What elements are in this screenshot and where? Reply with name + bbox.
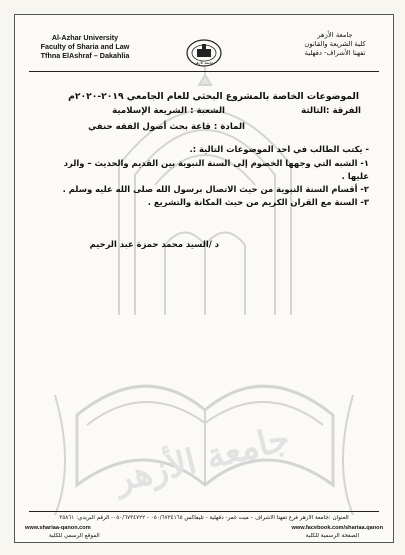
signature: د /السيد محمد حمزة عبد الرحيم	[89, 239, 219, 249]
subject-label: المادة : قاعة بحث أصول الفقه حنفي	[88, 122, 245, 132]
university-name-en: Al-Azhar University	[51, 33, 119, 42]
document-title: الموضوعات الخاصة بالمشروع البحثي للعام الجامعي ٢٠١٩-٢٠٢٠م	[68, 91, 359, 102]
topic-item: ١- الشبه التي وجهها الخصوم إلى السنة النبوية بين القديم والحديث – والرد عليها .	[63, 158, 369, 181]
header-rule	[29, 71, 379, 72]
facebook-link[interactable]: www.facebook.com/shariaa.qanon	[291, 525, 383, 531]
facebook-label: الصفحة الرسمية للكلية	[305, 533, 359, 539]
arabic-header	[289, 31, 381, 58]
year-label: الفرقة :الثالثة	[301, 106, 361, 116]
division-label: الشعبة : الشريعة الإسلامية	[112, 106, 225, 116]
website-link[interactable]: www.shariaa-qanon.com	[25, 525, 91, 531]
footer-address: العنوان :جامعة الأزهر فرع تفهنا الأشراف – ميت غمر- دقهلية - تليفاكس ٠٥٠/٦٧٣٤١٦٥ - ٠٥٠/٦٧٣٤٧٢٢- الرقم البريدي: ٣٥٨٦١	[59, 515, 349, 521]
instruction-text: - يكتب الطالب في احد الموضوعات التالية :.	[189, 144, 369, 154]
logo-text: جامعة الأزهر	[194, 61, 214, 65]
topic-item: ٣- السنة مع القران الكريم من حيث المكانة والتشريع .	[147, 197, 369, 207]
topic-item: ٢- أقسام السنة النبوية من حيث الاتصال برسول الله صلى الله عليه وسلم .	[62, 184, 369, 194]
english-header	[29, 33, 141, 60]
website-label: الموقع الرسمي للكلية	[49, 533, 100, 539]
watermark-text: جامعة الأزهر	[111, 418, 294, 501]
location-ar: تفهنا الأشراف- دقهلية	[304, 49, 366, 57]
footer-link-labels	[19, 533, 389, 539]
footer-rule	[29, 511, 379, 512]
faculty-name-ar: كلية الشريعة والقانون	[304, 40, 366, 48]
faculty-name-en: Faculty of Sharia and Law	[40, 42, 130, 51]
university-name-ar: جامعة الأزهر	[317, 31, 353, 39]
topics-list	[59, 157, 369, 209]
document-page	[14, 14, 394, 543]
footer-links	[19, 525, 389, 531]
al-azhar-logo	[186, 38, 222, 68]
location-en: Tfhna ElAshraf – Dakahlia	[40, 51, 130, 60]
